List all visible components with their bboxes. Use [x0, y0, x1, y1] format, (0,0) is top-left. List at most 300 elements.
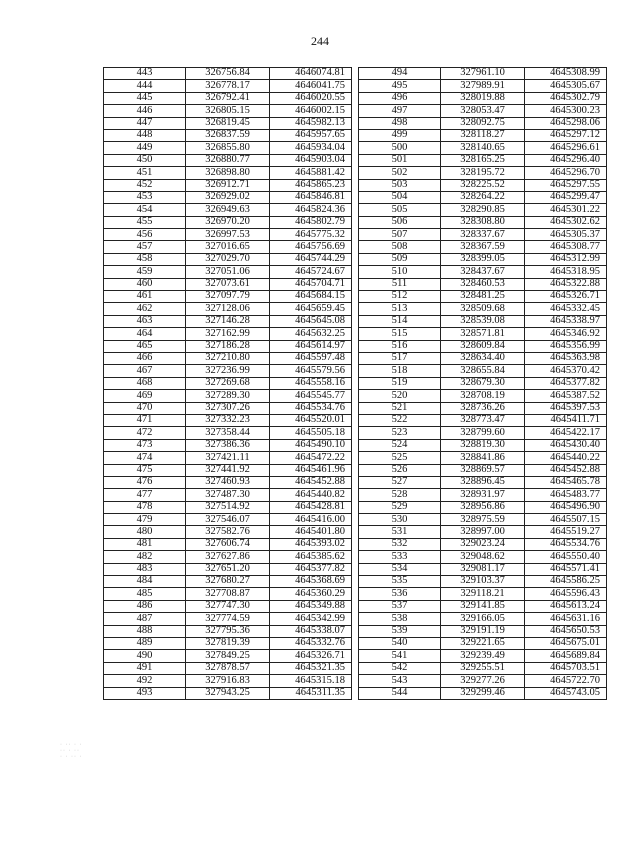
y-coordinate-cell: 4645545.77 [270, 390, 352, 402]
point-number-cell: 504 [359, 191, 441, 203]
point-number-cell: 459 [104, 266, 186, 278]
point-number-cell: 483 [104, 563, 186, 575]
y-coordinate-cell: 4645724.67 [270, 266, 352, 278]
point-number-cell: 518 [359, 365, 441, 377]
point-number-cell: 477 [104, 489, 186, 501]
table-body-left [104, 68, 352, 700]
x-coordinate-cell: 328931.97 [441, 489, 525, 501]
x-coordinate-cell: 326837.59 [186, 129, 270, 141]
table-row [359, 266, 607, 278]
x-coordinate-cell: 328290.85 [441, 204, 525, 216]
point-number-cell: 458 [104, 253, 186, 265]
table-row [359, 514, 607, 526]
x-coordinate-cell: 329048.62 [441, 551, 525, 563]
point-number-cell: 503 [359, 179, 441, 191]
table-row [359, 501, 607, 513]
y-coordinate-cell: 4645297.12 [525, 129, 607, 141]
x-coordinate-cell: 327051.06 [186, 266, 270, 278]
y-coordinate-cell: 4645299.47 [525, 191, 607, 203]
point-number-cell: 532 [359, 538, 441, 550]
point-number-cell: 454 [104, 204, 186, 216]
point-number-cell: 513 [359, 303, 441, 315]
y-coordinate-cell: 4645659.45 [270, 303, 352, 315]
x-coordinate-cell: 329191.19 [441, 625, 525, 637]
coordinate-table-right [358, 67, 607, 700]
table-row [359, 229, 607, 241]
table-row [359, 117, 607, 129]
y-coordinate-cell: 4645302.62 [525, 216, 607, 228]
y-coordinate-cell: 4645650.53 [525, 625, 607, 637]
point-number-cell: 544 [359, 687, 441, 699]
y-coordinate-cell: 4645298.06 [525, 117, 607, 129]
x-coordinate-cell: 329103.37 [441, 576, 525, 588]
table-row [104, 650, 352, 662]
point-number-cell: 470 [104, 402, 186, 414]
point-number-cell: 487 [104, 613, 186, 625]
y-coordinate-cell: 4645865.23 [270, 179, 352, 191]
table-row [359, 365, 607, 377]
point-number-cell: 484 [104, 576, 186, 588]
y-coordinate-cell: 4645305.67 [525, 80, 607, 92]
x-coordinate-cell: 328165.25 [441, 154, 525, 166]
table-row [359, 452, 607, 464]
y-coordinate-cell: 4645534.76 [270, 402, 352, 414]
y-coordinate-cell: 4645322.88 [525, 278, 607, 290]
table-row [104, 687, 352, 699]
x-coordinate-cell: 326949.63 [186, 204, 270, 216]
table-row [104, 538, 352, 550]
y-coordinate-cell: 4645472.22 [270, 452, 352, 464]
y-coordinate-cell: 4646041.75 [270, 80, 352, 92]
x-coordinate-cell: 327916.83 [186, 675, 270, 687]
table-row [104, 613, 352, 625]
y-coordinate-cell: 4645332.45 [525, 303, 607, 315]
point-number-cell: 531 [359, 526, 441, 538]
x-coordinate-cell: 328708.19 [441, 390, 525, 402]
y-coordinate-cell: 4645411.71 [525, 414, 607, 426]
table-row [104, 216, 352, 228]
x-coordinate-cell: 327582.76 [186, 526, 270, 538]
y-coordinate-cell: 4645318.95 [525, 266, 607, 278]
coordinate-table-left [103, 67, 352, 700]
x-coordinate-cell: 327128.06 [186, 303, 270, 315]
y-coordinate-cell: 4645300.23 [525, 105, 607, 117]
y-coordinate-cell: 4645363.98 [525, 352, 607, 364]
point-number-cell: 456 [104, 229, 186, 241]
y-coordinate-cell: 4645505.18 [270, 427, 352, 439]
table-row [104, 365, 352, 377]
y-coordinate-cell: 4646002.15 [270, 105, 352, 117]
x-coordinate-cell: 328869.57 [441, 464, 525, 476]
table-row [104, 253, 352, 265]
point-number-cell: 474 [104, 452, 186, 464]
x-coordinate-cell: 326880.77 [186, 154, 270, 166]
table-row [104, 266, 352, 278]
table-row [104, 390, 352, 402]
point-number-cell: 501 [359, 154, 441, 166]
x-coordinate-cell: 327487.30 [186, 489, 270, 501]
table-row [359, 241, 607, 253]
table-row [359, 352, 607, 364]
x-coordinate-cell: 327162.99 [186, 328, 270, 340]
x-coordinate-cell: 327016.65 [186, 241, 270, 253]
point-number-cell: 524 [359, 439, 441, 451]
x-coordinate-cell: 327546.07 [186, 514, 270, 526]
table-row [104, 229, 352, 241]
table-row [104, 402, 352, 414]
x-coordinate-cell: 328264.22 [441, 191, 525, 203]
x-coordinate-cell: 327146.28 [186, 315, 270, 327]
x-coordinate-cell: 328225.52 [441, 179, 525, 191]
table-row [359, 179, 607, 191]
x-coordinate-cell: 328539.08 [441, 315, 525, 327]
y-coordinate-cell: 4645349.88 [270, 600, 352, 612]
x-coordinate-cell: 326855.80 [186, 142, 270, 154]
x-coordinate-cell: 327210.80 [186, 352, 270, 364]
y-coordinate-cell: 4645440.82 [270, 489, 352, 501]
table-row [104, 489, 352, 501]
table-row [104, 92, 352, 104]
table-row [359, 253, 607, 265]
table-row [359, 390, 607, 402]
y-coordinate-cell: 4645558.16 [270, 377, 352, 389]
table-row [104, 514, 352, 526]
table-row [359, 191, 607, 203]
x-coordinate-cell: 326912.71 [186, 179, 270, 191]
x-coordinate-cell: 327961.10 [441, 68, 525, 80]
x-coordinate-cell: 328819.30 [441, 439, 525, 451]
y-coordinate-cell: 4645368.69 [270, 576, 352, 588]
point-number-cell: 512 [359, 291, 441, 303]
y-coordinate-cell: 4645315.18 [270, 675, 352, 687]
point-number-cell: 452 [104, 179, 186, 191]
point-number-cell: 520 [359, 390, 441, 402]
table-row [104, 625, 352, 637]
x-coordinate-cell: 328308.80 [441, 216, 525, 228]
coordinate-tables [103, 67, 607, 700]
point-number-cell: 473 [104, 439, 186, 451]
table-row [359, 377, 607, 389]
point-number-cell: 450 [104, 154, 186, 166]
table-row [104, 637, 352, 649]
x-coordinate-cell: 328609.84 [441, 340, 525, 352]
y-coordinate-cell: 4645338.07 [270, 625, 352, 637]
y-coordinate-cell: 4645326.71 [270, 650, 352, 662]
table-row [359, 439, 607, 451]
table-row [104, 328, 352, 340]
table-row [359, 402, 607, 414]
x-coordinate-cell: 327460.93 [186, 476, 270, 488]
table-row [359, 328, 607, 340]
table-row [359, 687, 607, 699]
point-number-cell: 465 [104, 340, 186, 352]
x-coordinate-cell: 328092.75 [441, 117, 525, 129]
table-row [104, 68, 352, 80]
x-coordinate-cell: 327708.87 [186, 588, 270, 600]
point-number-cell: 494 [359, 68, 441, 80]
x-coordinate-cell: 328399.05 [441, 253, 525, 265]
y-coordinate-cell: 4645534.76 [525, 538, 607, 550]
y-coordinate-cell: 4645520.01 [270, 414, 352, 426]
point-number-cell: 506 [359, 216, 441, 228]
table-row [359, 476, 607, 488]
table-row [104, 241, 352, 253]
x-coordinate-cell: 327307.26 [186, 402, 270, 414]
table-row [104, 464, 352, 476]
point-number-cell: 540 [359, 637, 441, 649]
point-number-cell: 493 [104, 687, 186, 699]
point-number-cell: 499 [359, 129, 441, 141]
y-coordinate-cell: 4645507.15 [525, 514, 607, 526]
x-coordinate-cell: 327651.20 [186, 563, 270, 575]
point-number-cell: 530 [359, 514, 441, 526]
x-coordinate-cell: 327774.59 [186, 613, 270, 625]
point-number-cell: 517 [359, 352, 441, 364]
table-row [359, 489, 607, 501]
point-number-cell: 500 [359, 142, 441, 154]
point-number-cell: 488 [104, 625, 186, 637]
point-number-cell: 451 [104, 167, 186, 179]
point-number-cell: 479 [104, 514, 186, 526]
point-number-cell: 448 [104, 129, 186, 141]
y-coordinate-cell: 4645416.00 [270, 514, 352, 526]
table-row [359, 650, 607, 662]
x-coordinate-cell: 326805.15 [186, 105, 270, 117]
point-number-cell: 445 [104, 92, 186, 104]
y-coordinate-cell: 4645982.13 [270, 117, 352, 129]
point-number-cell: 446 [104, 105, 186, 117]
x-coordinate-cell: 328975.59 [441, 514, 525, 526]
x-coordinate-cell: 327289.30 [186, 390, 270, 402]
table-row [359, 204, 607, 216]
point-number-cell: 527 [359, 476, 441, 488]
x-coordinate-cell: 327819.39 [186, 637, 270, 649]
x-coordinate-cell: 327269.68 [186, 377, 270, 389]
y-coordinate-cell: 4645614.97 [270, 340, 352, 352]
y-coordinate-cell: 4645385.62 [270, 551, 352, 563]
table-row [104, 142, 352, 154]
x-coordinate-cell: 328896.45 [441, 476, 525, 488]
y-coordinate-cell: 4645579.56 [270, 365, 352, 377]
table-row [104, 191, 352, 203]
point-number-cell: 542 [359, 662, 441, 674]
x-coordinate-cell: 326756.84 [186, 68, 270, 80]
x-coordinate-cell: 328460.53 [441, 278, 525, 290]
table-row [104, 315, 352, 327]
table-row [104, 452, 352, 464]
point-number-cell: 468 [104, 377, 186, 389]
table-row [359, 340, 607, 352]
point-number-cell: 539 [359, 625, 441, 637]
point-number-cell: 455 [104, 216, 186, 228]
table-row [104, 154, 352, 166]
x-coordinate-cell: 328437.67 [441, 266, 525, 278]
y-coordinate-cell: 4645296.61 [525, 142, 607, 154]
x-coordinate-cell: 327943.25 [186, 687, 270, 699]
point-number-cell: 534 [359, 563, 441, 575]
table-row [359, 588, 607, 600]
x-coordinate-cell: 327421.11 [186, 452, 270, 464]
table-row [104, 476, 352, 488]
y-coordinate-cell: 4645957.65 [270, 129, 352, 141]
y-coordinate-cell: 4645613.24 [525, 600, 607, 612]
x-coordinate-cell: 329141.85 [441, 600, 525, 612]
y-coordinate-cell: 4645550.40 [525, 551, 607, 563]
y-coordinate-cell: 4645743.05 [525, 687, 607, 699]
y-coordinate-cell: 4645596.43 [525, 588, 607, 600]
table-row [359, 538, 607, 550]
table-row [359, 278, 607, 290]
point-number-cell: 464 [104, 328, 186, 340]
point-number-cell: 541 [359, 650, 441, 662]
point-number-cell: 529 [359, 501, 441, 513]
table-row [104, 563, 352, 575]
y-coordinate-cell: 4645597.48 [270, 352, 352, 364]
table-row [359, 613, 607, 625]
x-coordinate-cell: 328118.27 [441, 129, 525, 141]
table-row [359, 105, 607, 117]
table-row [359, 129, 607, 141]
x-coordinate-cell: 327747.30 [186, 600, 270, 612]
x-coordinate-cell: 327878.57 [186, 662, 270, 674]
y-coordinate-cell: 4645571.41 [525, 563, 607, 575]
point-number-cell: 462 [104, 303, 186, 315]
x-coordinate-cell: 328841.86 [441, 452, 525, 464]
table-row [359, 526, 607, 538]
point-number-cell: 515 [359, 328, 441, 340]
table-row [104, 278, 352, 290]
point-number-cell: 521 [359, 402, 441, 414]
y-coordinate-cell: 4645461.96 [270, 464, 352, 476]
x-coordinate-cell: 327186.28 [186, 340, 270, 352]
x-coordinate-cell: 328019.88 [441, 92, 525, 104]
y-coordinate-cell: 4645881.42 [270, 167, 352, 179]
y-coordinate-cell: 4645632.25 [270, 328, 352, 340]
y-coordinate-cell: 4645370.42 [525, 365, 607, 377]
table-row [359, 563, 607, 575]
x-coordinate-cell: 328509.68 [441, 303, 525, 315]
y-coordinate-cell: 4645452.88 [525, 464, 607, 476]
y-coordinate-cell: 4645775.32 [270, 229, 352, 241]
y-coordinate-cell: 4645689.84 [525, 650, 607, 662]
x-coordinate-cell: 328053.47 [441, 105, 525, 117]
y-coordinate-cell: 4645305.37 [525, 229, 607, 241]
table-row [104, 588, 352, 600]
x-coordinate-cell: 328195.72 [441, 167, 525, 179]
y-coordinate-cell: 4645301.22 [525, 204, 607, 216]
point-number-cell: 485 [104, 588, 186, 600]
point-number-cell: 461 [104, 291, 186, 303]
point-number-cell: 482 [104, 551, 186, 563]
point-number-cell: 490 [104, 650, 186, 662]
x-coordinate-cell: 328997.00 [441, 526, 525, 538]
x-coordinate-cell: 328367.59 [441, 241, 525, 253]
x-coordinate-cell: 327849.25 [186, 650, 270, 662]
x-coordinate-cell: 327386.36 [186, 439, 270, 451]
table-row [359, 551, 607, 563]
x-coordinate-cell: 327441.92 [186, 464, 270, 476]
y-coordinate-cell: 4645297.55 [525, 179, 607, 191]
y-coordinate-cell: 4645332.76 [270, 637, 352, 649]
x-coordinate-cell: 329166.05 [441, 613, 525, 625]
x-coordinate-cell: 327358.44 [186, 427, 270, 439]
table-row [104, 576, 352, 588]
point-number-cell: 516 [359, 340, 441, 352]
table-row [104, 167, 352, 179]
x-coordinate-cell: 327514.92 [186, 501, 270, 513]
y-coordinate-cell: 4645338.97 [525, 315, 607, 327]
y-coordinate-cell: 4645704.71 [270, 278, 352, 290]
point-number-cell: 497 [359, 105, 441, 117]
y-coordinate-cell: 4645452.88 [270, 476, 352, 488]
y-coordinate-cell: 4645308.77 [525, 241, 607, 253]
table-row [104, 501, 352, 513]
y-coordinate-cell: 4645703.51 [525, 662, 607, 674]
x-coordinate-cell: 329255.51 [441, 662, 525, 674]
y-coordinate-cell: 4645744.29 [270, 253, 352, 265]
y-coordinate-cell: 4645824.36 [270, 204, 352, 216]
x-coordinate-cell: 328481.25 [441, 291, 525, 303]
y-coordinate-cell: 4645302.79 [525, 92, 607, 104]
x-coordinate-cell: 327627.86 [186, 551, 270, 563]
point-number-cell: 507 [359, 229, 441, 241]
point-number-cell: 508 [359, 241, 441, 253]
y-coordinate-cell: 4645756.69 [270, 241, 352, 253]
y-coordinate-cell: 4645346.92 [525, 328, 607, 340]
point-number-cell: 478 [104, 501, 186, 513]
table-row [104, 551, 352, 563]
x-coordinate-cell: 327097.79 [186, 291, 270, 303]
x-coordinate-cell: 326929.02 [186, 191, 270, 203]
table-row [104, 204, 352, 216]
y-coordinate-cell: 4645377.82 [525, 377, 607, 389]
y-coordinate-cell: 4645483.77 [525, 489, 607, 501]
point-number-cell: 537 [359, 600, 441, 612]
x-coordinate-cell: 328634.40 [441, 352, 525, 364]
point-number-cell: 523 [359, 427, 441, 439]
y-coordinate-cell: 4645846.81 [270, 191, 352, 203]
x-coordinate-cell: 328773.47 [441, 414, 525, 426]
y-coordinate-cell: 4645428.81 [270, 501, 352, 513]
x-coordinate-cell: 327606.74 [186, 538, 270, 550]
y-coordinate-cell: 4645675.01 [525, 637, 607, 649]
x-coordinate-cell: 327029.70 [186, 253, 270, 265]
x-coordinate-cell: 327989.91 [441, 80, 525, 92]
point-number-cell: 457 [104, 241, 186, 253]
point-number-cell: 453 [104, 191, 186, 203]
y-coordinate-cell: 4645422.17 [525, 427, 607, 439]
point-number-cell: 460 [104, 278, 186, 290]
y-coordinate-cell: 4645326.71 [525, 291, 607, 303]
y-coordinate-cell: 4646074.81 [270, 68, 352, 80]
table-row [359, 303, 607, 315]
x-coordinate-cell: 329023.24 [441, 538, 525, 550]
x-coordinate-cell: 328956.86 [441, 501, 525, 513]
x-coordinate-cell: 327073.61 [186, 278, 270, 290]
point-number-cell: 472 [104, 427, 186, 439]
point-number-cell: 475 [104, 464, 186, 476]
y-coordinate-cell: 4645308.99 [525, 68, 607, 80]
table-row [104, 105, 352, 117]
x-coordinate-cell: 329081.17 [441, 563, 525, 575]
point-number-cell: 476 [104, 476, 186, 488]
x-coordinate-cell: 328655.84 [441, 365, 525, 377]
table-row [359, 662, 607, 674]
point-number-cell: 481 [104, 538, 186, 550]
point-number-cell: 511 [359, 278, 441, 290]
point-number-cell: 498 [359, 117, 441, 129]
x-coordinate-cell: 326778.17 [186, 80, 270, 92]
